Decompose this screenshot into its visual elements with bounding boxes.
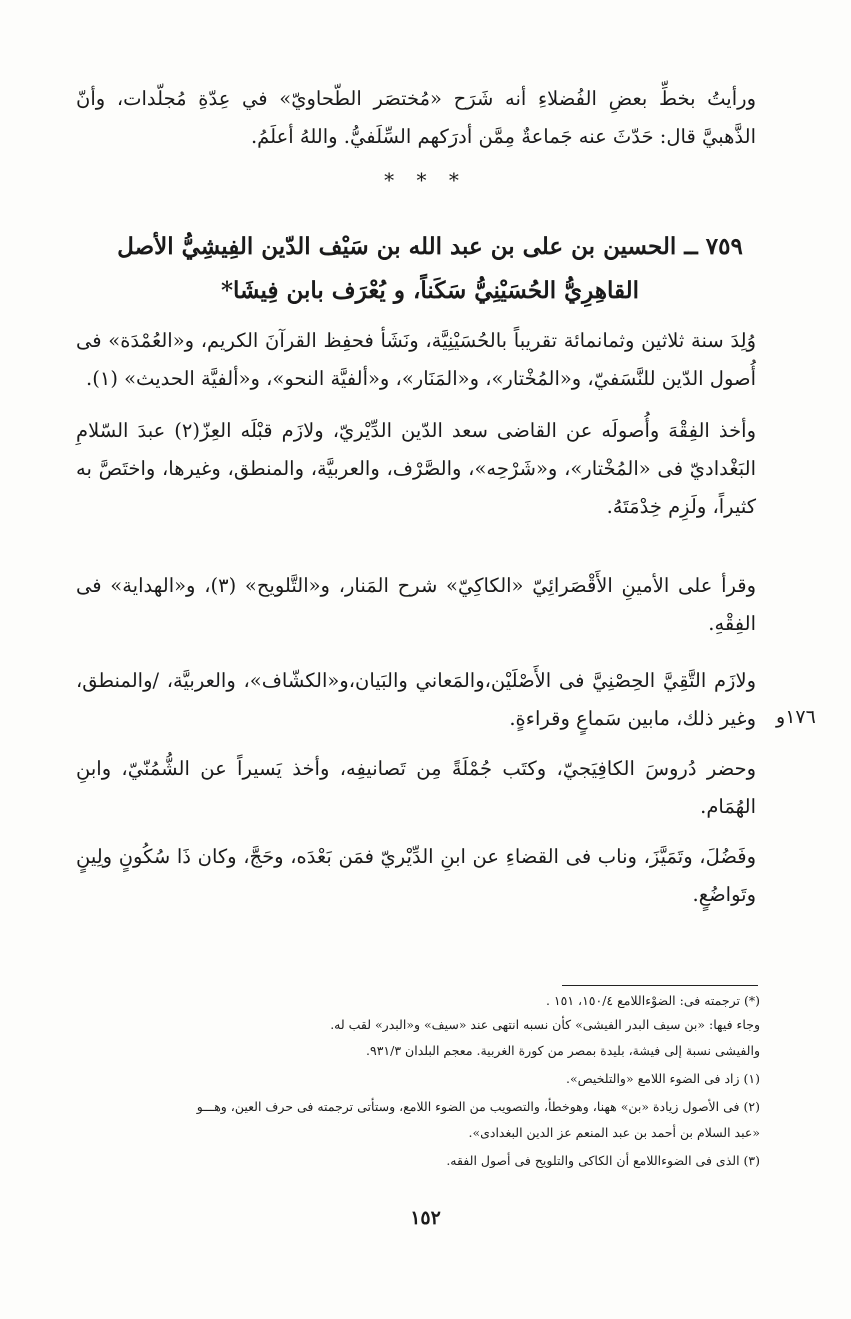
- footnote-star: (*) ترجمته فى: الضوْءاللامع ١٥٠/٤، ١٥١ .: [545, 993, 760, 1008]
- paragraph-studies: وأخذ الفِقْهَ وأُصولَه عن القاضى سعد الدّين الدِّيْريّ، ولازَم قبْلَه العِزّ(٢) عبدَ السّلامِ البَغْداديّ فى «المُخْتار»، و«شَرْحِه»، والصَّرْف، والعربيَّة، والمنطق، وغيرها، واختَصَّ به كثيراً، ولَزِم خِدْمَتَهُ.: [76, 419, 756, 518]
- paragraph-teachers: ولازَم التَّقِيَّ الحِصْنِيَّ فى الأَصْلَيْن،والمَعاني والبَيان،و«الكشّاف»، والعربيَّة، /والمنطق، وغير ذلك، مابين سَماعٍ وقراءةٍ.: [76, 669, 756, 730]
- footnote-3: (٣) الذى فى الضوءاللامع أن الكاكى والتلويح فى أصول الفقه.: [446, 1153, 760, 1168]
- margin-folio-number: ١٧٦و: [776, 706, 816, 728]
- footnote-2-cont: «عبد السلام بن أحمد بن عبد المنعم عز الدين البغدادى».: [468, 1125, 760, 1140]
- paragraph-reading: وقرأ على الأمينِ الأَقْصَرائِيّ «الكاكِيّ» شرح المَنار، و«التَّلويح» (٣)، و«الهداية» فى الفِقْهِ.: [76, 574, 756, 635]
- footnote-star-cont-1: وجاء فيها: «بن سيف البدر الفيشى» كأن نسبه انتهى عند «سيف» و«البدر» لقب له.: [330, 1017, 760, 1032]
- entry-heading: ٧٥٩ ــ الحسين بن على بن عبد الله بن سَيْف الدّين الفِيشِيُّ الأصل القاهِرِيُّ الحُسَيْنِيُّ سَكَناً، و يُعْرَف بابن فِيشَا*: [117, 233, 743, 304]
- footnote-star-cont-2: والفيشى نسبة إلى فيشة، بليدة بمصر من كورة الغربية. معجم البلدان ٩٣١/٣.: [366, 1043, 760, 1058]
- paragraph-character: وفَضُلَ، وتَمَيَّزَ، وناب فى القضاءِ عن ابنِ الدِّيْريّ فمَن بَعْدَه، وحَجَّ، وكان ذَا سُكُونٍ ولِينٍ وتَواضُعٍ.: [76, 845, 756, 906]
- paragraph-birth: وُلِدَ سنة ثلاثين وثمانمائة تقريباً بالحُسَيْنِيَّة، ونَشَأ فحفِظ القرآنَ الكريم، و«العُمْدَة» فى أُصول الدّين للنَّسَفيّ، و«المُخْتار»، و«المَنَار»، و«ألفيَّة النحو»، و«ألفيَّة الحديث» (١).: [76, 329, 756, 390]
- footnote-1: (١) زاد فى الضوء اللامع «والتلخيص».: [565, 1071, 760, 1086]
- page-number: ١٥٢: [410, 1207, 441, 1229]
- footnote-divider: [562, 985, 758, 986]
- footnote-2: (٢) فى الأصول زيادة «بن» ههنا، وهوخطأ، والتصويب من الضوء اللامع، وستأتى ترجمته فى حرف العين، وهـــو: [196, 1099, 760, 1114]
- paragraph-intro: ورأيتُ بخطِّ بعضِ الفُضلاءِ أنه شَرَح «مُختصَر الطّحاويّ» في عِدّةِ مُجلّدات، وأنّ الذَّهبيَّ قال: حَدّثَ عنه جَماعةٌ مِمَّن أدرَكهم السِّلَفيُّ. واللهُ أعلَمُ.: [76, 87, 756, 148]
- paragraph-lessons: وحضر دُروسَ الكافِيَجيّ، وكتَب جُمْلَةً مِن تَصانيفِه، وأخذ يَسيراً عن الشُّمُنّيّ، وابنِ الهُمَام.: [76, 757, 756, 818]
- section-separator: * * *: [384, 168, 467, 192]
